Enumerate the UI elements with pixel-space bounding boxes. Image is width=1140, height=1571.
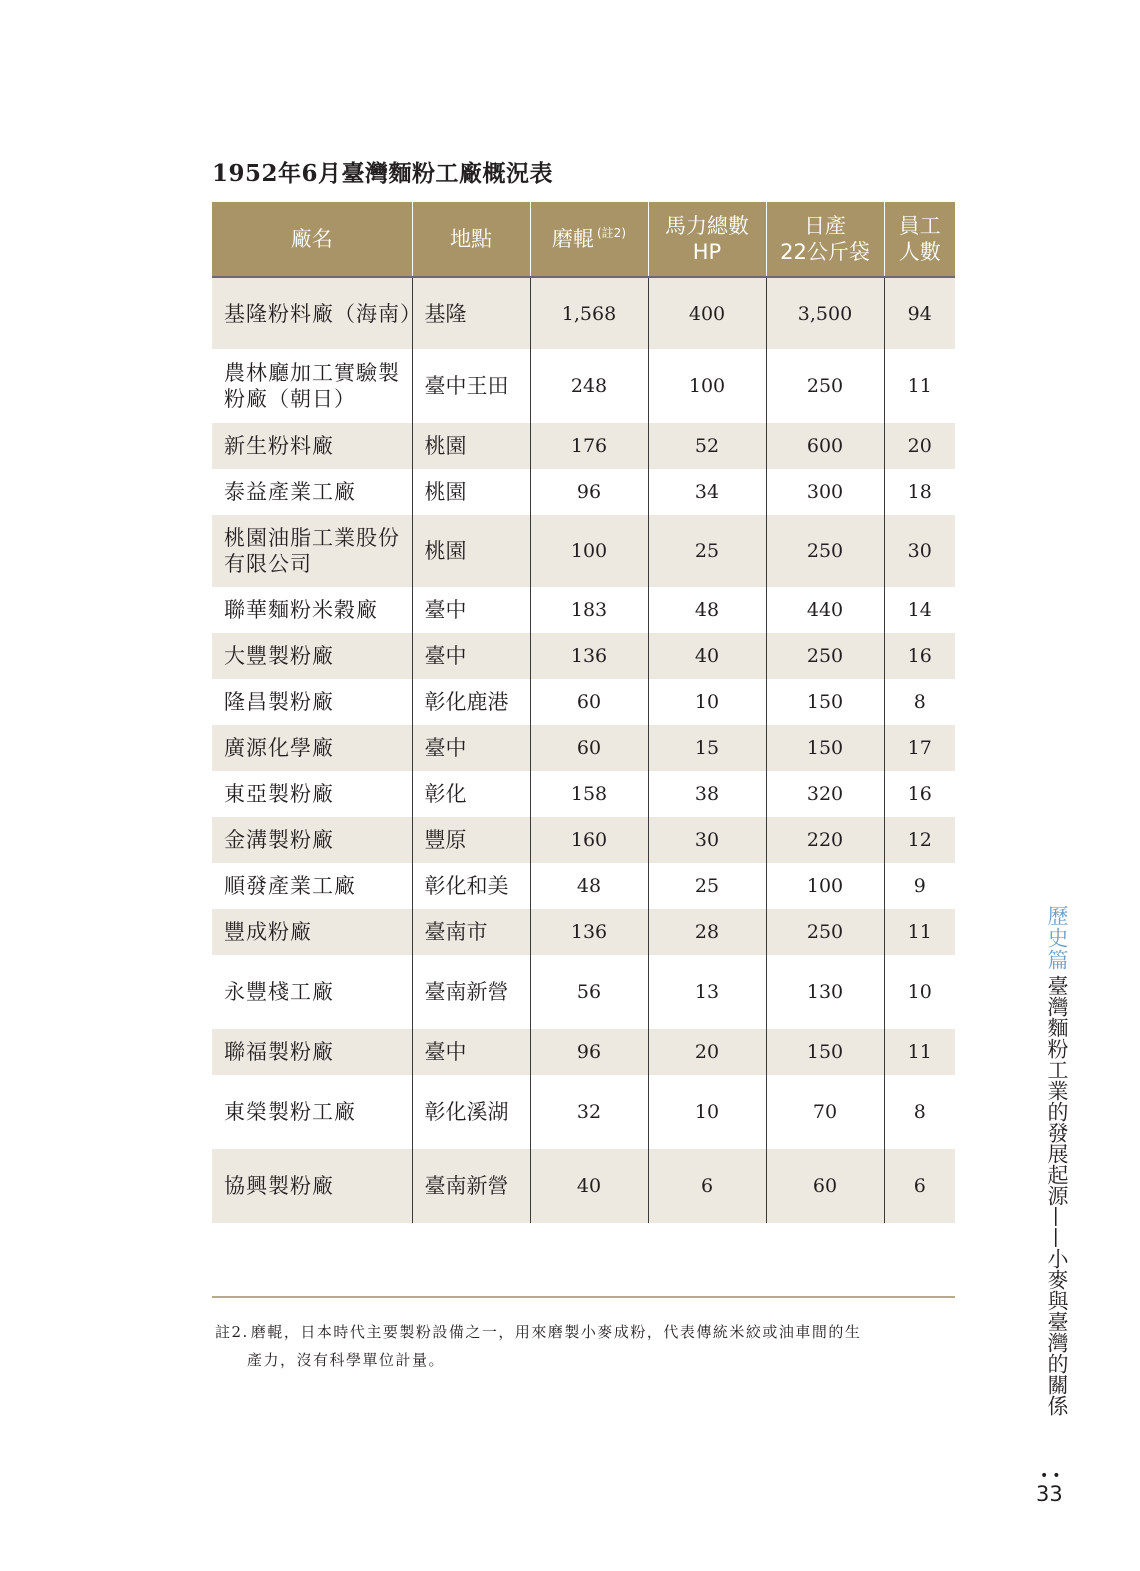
table-row <box>212 515 955 587</box>
cell-location: 桃園 <box>412 423 530 469</box>
cell-name: 聯華麵粉米穀廠 <box>224 598 378 622</box>
cell-rollers: 40 <box>530 1149 648 1223</box>
table-row <box>212 1075 955 1149</box>
cell-staff: 12 <box>884 817 955 863</box>
section-category <box>1032 905 1072 971</box>
cell-staff: 11 <box>884 349 955 423</box>
footnote-text-line2: 產力，沒有科學單位計量。 <box>247 1351 446 1369</box>
cell-hp: 13 <box>648 955 766 1029</box>
table-row <box>212 423 955 469</box>
cell-rollers: 248 <box>530 349 648 423</box>
cell-rollers: 158 <box>530 771 648 817</box>
cell-rollers: 176 <box>530 423 648 469</box>
table-title: 1952年6月臺灣麵粉工廠概況表 <box>212 160 554 187</box>
cell-daily: 250 <box>766 633 884 679</box>
cell-rollers: 160 <box>530 817 648 863</box>
cell-staff: 18 <box>884 469 955 515</box>
cell-location: 彰化溪湖 <box>412 1075 530 1149</box>
table-row <box>212 277 955 349</box>
cell-name: 隆昌製粉廠 <box>224 690 334 714</box>
cell-daily: 300 <box>766 469 884 515</box>
table-row <box>212 863 955 909</box>
cell-hp: 20 <box>648 1029 766 1075</box>
cell-rollers: 60 <box>530 679 648 725</box>
cell-daily: 320 <box>766 771 884 817</box>
cell-daily: 100 <box>766 863 884 909</box>
cell-name: 新生粉料廠 <box>212 423 412 469</box>
cell-staff: 30 <box>884 515 955 587</box>
cell-daily: 60 <box>766 1149 884 1223</box>
cell-hp: 48 <box>648 587 766 633</box>
header-rollers: 磨輥 $^{(註2)}$ <box>530 202 648 277</box>
table-row <box>212 587 955 633</box>
cell-name: 豐成粉廠 <box>212 909 412 955</box>
table-row <box>212 909 955 955</box>
cell-location: 臺中王田 <box>412 349 530 423</box>
cell-daily: 220 <box>766 817 884 863</box>
cell-location: 臺南市 <box>412 909 530 955</box>
cell-hp: 25 <box>648 863 766 909</box>
cell-daily: 150 <box>766 1029 884 1075</box>
cell-daily: 250 <box>766 909 884 955</box>
cell-rollers: 60 <box>530 725 648 771</box>
cell-rollers: 183 <box>530 587 648 633</box>
cell-staff: 94 <box>884 277 955 349</box>
cell-location: 彰化鹿港 <box>412 679 530 725</box>
cell-location: 臺中 <box>412 1029 530 1075</box>
cell-staff: 10 <box>884 955 955 1029</box>
cell-staff: 9 <box>884 863 955 909</box>
page-number: 33 <box>1036 1482 1063 1506</box>
cell-name: 金溝製粉廠 <box>212 817 412 863</box>
cell-name: 順發產業工廠 <box>224 874 356 898</box>
cell-location: 桃園 <box>412 469 530 515</box>
table-row <box>212 725 955 771</box>
cell-location: 豐原 <box>412 817 530 863</box>
cell-name: 大豐製粉廠 <box>212 633 412 679</box>
cell-location: 臺中 <box>412 587 530 633</box>
cell-hp: 28 <box>648 909 766 955</box>
cell-location: 臺中 <box>412 633 530 679</box>
table-row <box>212 469 955 515</box>
table-row <box>212 679 955 725</box>
cell-name: 農林廳加工實驗製粉廠（朝日） <box>224 361 400 411</box>
cell-name: 協興製粉廠 <box>212 1149 412 1223</box>
cell-staff: 11 <box>884 1029 955 1075</box>
chapter-title: 臺灣麵粉工業的發展起源——小麥與臺灣的關係 <box>1045 975 1069 1416</box>
footnote <box>215 1318 960 1374</box>
cell-staff: 20 <box>884 423 955 469</box>
cell-rollers: 96 <box>530 469 648 515</box>
cell-location: 臺南新營 <box>412 955 530 1029</box>
cell-hp: 40 <box>648 633 766 679</box>
cell-hp: 10 <box>648 1075 766 1149</box>
footnote-text-line1: 磨輥，日本時代主要製粉設備之一，用來磨製小麥成粉，代表傳統米絞或油車間的生 <box>250 1323 862 1341</box>
cell-staff: 11 <box>884 909 955 955</box>
section-category-label: 歷史篇 <box>1045 905 1069 971</box>
cell-staff: 16 <box>884 633 955 679</box>
table-header-row <box>212 202 955 277</box>
cell-name: 廣源化學廠 <box>212 725 412 771</box>
cell-daily: 130 <box>766 955 884 1029</box>
cell-staff: 8 <box>884 1075 955 1149</box>
cell-location: 桃園 <box>412 515 530 587</box>
cell-daily: 3,500 <box>766 277 884 349</box>
cell-hp: 400 <box>648 277 766 349</box>
cell-name: 桃園油脂工業股份有限公司 <box>212 515 412 587</box>
table-row <box>212 349 955 423</box>
header-staff-count: 員工 人數 <box>884 202 955 277</box>
table-row <box>212 771 955 817</box>
cell-hp: 15 <box>648 725 766 771</box>
cell-hp: 25 <box>648 515 766 587</box>
table-row <box>212 1149 955 1223</box>
cell-rollers: 48 <box>530 863 648 909</box>
cell-daily: 440 <box>766 587 884 633</box>
cell-rollers: 136 <box>530 633 648 679</box>
header-factory-name: 廠名 <box>212 202 412 277</box>
cell-rollers: 56 <box>530 955 648 1029</box>
cell-hp: 10 <box>648 679 766 725</box>
cell-name: 基隆粉料廠（海南） <box>212 277 412 349</box>
table-row <box>212 633 955 679</box>
footnote-label: 註2. <box>215 1323 249 1341</box>
header-location: 地點 <box>412 202 530 277</box>
header-horsepower: 馬力總數 HP <box>648 202 766 277</box>
cell-location: 臺南新營 <box>412 1149 530 1223</box>
cell-daily: 70 <box>766 1075 884 1149</box>
cell-rollers: 32 <box>530 1075 648 1149</box>
cell-rollers: 136 <box>530 909 648 955</box>
cell-location: 彰化 <box>412 771 530 817</box>
cell-name: 泰益產業工廠 <box>224 480 356 504</box>
cell-daily: 150 <box>766 679 884 725</box>
cell-rollers: 100 <box>530 515 648 587</box>
cell-hp: 34 <box>648 469 766 515</box>
table-row <box>212 955 955 1029</box>
rollers-note-ref: (註2) <box>597 226 626 240</box>
cell-rollers: 1,568 <box>530 277 648 349</box>
cell-hp: 6 <box>648 1149 766 1223</box>
table-row <box>212 817 955 863</box>
cell-daily: 150 <box>766 725 884 771</box>
cell-staff: 6 <box>884 1149 955 1223</box>
cell-location: 基隆 <box>412 277 530 349</box>
cell-daily: 600 <box>766 423 884 469</box>
header-daily-output: 日產 22公斤袋 <box>766 202 884 277</box>
cell-daily: 250 <box>766 349 884 423</box>
cell-name: 永豐棧工廠 <box>224 980 334 1004</box>
page-number-dots: •• <box>1040 1468 1065 1484</box>
cell-staff: 17 <box>884 725 955 771</box>
cell-name: 聯福製粉廠 <box>212 1029 412 1075</box>
cell-daily: 250 <box>766 515 884 587</box>
cell-staff: 14 <box>884 587 955 633</box>
cell-name: 東亞製粉廠 <box>224 782 334 806</box>
table-row <box>212 1029 955 1075</box>
flour-factory-table <box>212 202 955 1223</box>
footnote-divider <box>212 1296 955 1298</box>
cell-hp: 38 <box>648 771 766 817</box>
cell-rollers: 96 <box>530 1029 648 1075</box>
cell-location: 臺中 <box>412 725 530 771</box>
cell-staff: 16 <box>884 771 955 817</box>
cell-staff: 8 <box>884 679 955 725</box>
cell-hp: 52 <box>648 423 766 469</box>
cell-name: 東榮製粉工廠 <box>224 1100 356 1124</box>
cell-location: 彰化和美 <box>412 863 530 909</box>
cell-hp: 100 <box>648 349 766 423</box>
cell-hp: 30 <box>648 817 766 863</box>
